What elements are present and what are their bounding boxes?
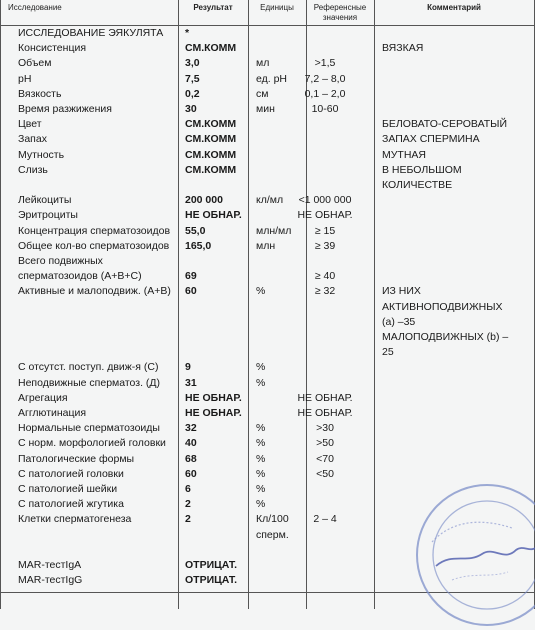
result-value: 7,5: [185, 72, 200, 85]
reference-value: >30: [316, 422, 334, 435]
test-name: Лейкоциты: [18, 194, 72, 207]
test-name: Консистенция: [18, 42, 87, 55]
comment-text: ЗАПАХ СПЕРМИНА: [382, 133, 480, 146]
result-value: 165,0: [185, 239, 212, 252]
reference-value: >1,5: [314, 57, 336, 70]
test-name: ИССЛЕДОВАНИЕ ЭЯКУЛЯТА: [18, 27, 164, 39]
header-result: Результат: [193, 3, 233, 12]
reference-value: <50: [316, 467, 334, 480]
table-row: [0, 452, 535, 467]
header-reference-line1: Референсные: [313, 3, 367, 12]
result-value: 0,2: [185, 87, 200, 100]
table-row: [0, 330, 535, 345]
table-row: [0, 72, 535, 87]
table-row: [0, 193, 535, 208]
unit-value: ед. pH: [256, 72, 287, 85]
header-reference: [306, 3, 374, 23]
reference-value: НЕ ОБНАР.: [297, 407, 353, 419]
result-value: НЕ ОБНАР.: [185, 209, 242, 222]
result-value: СМ.КОММ: [185, 118, 237, 131]
test-name: Общее кол-во сперматозоидов: [18, 239, 170, 252]
table-row: [0, 56, 535, 71]
unit-value: %: [256, 422, 266, 435]
table-row: [0, 269, 535, 284]
result-value: 30: [185, 103, 197, 115]
unit-value: %: [256, 452, 266, 465]
result-value: 200 000: [185, 194, 223, 207]
test-name: Агрегация: [18, 391, 68, 404]
table-row: [0, 41, 535, 56]
comment-text: ВЯЗКАЯ: [382, 42, 424, 55]
test-name: Неподвижные сперматоз. (Д): [18, 376, 161, 389]
table-row: [0, 87, 535, 102]
header-unit: Единицы: [260, 3, 294, 12]
table-row: [0, 345, 535, 360]
result-value: ОТРИЦАТ.: [185, 559, 238, 571]
unit-value: %: [256, 361, 266, 374]
table-row: [0, 406, 535, 421]
test-name: Запах: [18, 133, 47, 146]
reference-value: <1 000 000: [298, 194, 352, 207]
test-name: С патологией шейки: [18, 483, 118, 495]
test-name: Нормальные сперматозоиды: [18, 422, 160, 435]
table-row: [0, 208, 535, 223]
comment-text: В НЕБОЛЬШОМ: [382, 163, 462, 176]
result-value: ОТРИЦАТ.: [185, 574, 238, 587]
comment-text: МАЛОПОДВИЖНЫХ (b) –: [382, 331, 509, 343]
test-name: Время разжижения: [18, 103, 112, 115]
table-row: [0, 132, 535, 147]
table-row: [0, 117, 535, 132]
reference-value: <70: [316, 452, 334, 465]
reference-value: ≥ 39: [314, 239, 336, 252]
table-row: [0, 254, 535, 269]
test-name: сперматозоидов (A+B+C): [18, 270, 142, 283]
table-row: [0, 163, 535, 178]
unit-value: %: [256, 437, 266, 450]
test-name: Эритроциты: [18, 209, 78, 222]
comment-text: ИЗ НИХ: [382, 285, 421, 298]
reference-value: НЕ ОБНАР.: [297, 391, 353, 404]
result-value: НЕ ОБНАР.: [185, 407, 242, 419]
result-value: *: [185, 27, 190, 39]
result-value: СМ.КОММ: [185, 42, 237, 55]
test-name: Вязкость: [18, 87, 62, 100]
unit-value: млн: [256, 239, 276, 252]
unit-value: %: [256, 483, 266, 495]
reference-value: >50: [316, 437, 334, 450]
reference-value: 2 – 4: [313, 513, 337, 526]
table-row: [0, 26, 535, 41]
unit-value: сперм.: [256, 528, 289, 541]
table-row: [0, 300, 535, 315]
table-row: [0, 421, 535, 436]
comment-text: МУТНАЯ: [382, 148, 426, 161]
test-name: Объем: [18, 57, 52, 70]
header-test: Исследование: [8, 3, 62, 12]
reference-value: 10-60: [311, 103, 339, 115]
test-name: С патологией головки: [18, 467, 124, 480]
reference-value: 0,1 – 2,0: [304, 87, 346, 100]
test-name: MAR-тестIgG: [18, 574, 83, 587]
comment-text: БЕЛОВАТО-СЕРОВАТЫЙ: [382, 118, 508, 131]
reference-value: 7,2 – 8,0: [304, 72, 346, 85]
result-value: СМ.КОММ: [185, 148, 237, 161]
test-name: MAR-тестIgA: [18, 559, 82, 571]
test-name: С отсутст. поступ. движ-я (С): [18, 361, 159, 374]
unit-value: %: [256, 376, 266, 389]
unit-value: %: [256, 285, 266, 298]
test-name: pH: [18, 72, 32, 85]
test-name: Клетки сперматогенеза: [18, 513, 132, 526]
result-value: 60: [185, 467, 197, 480]
comment-text: АКТИВНОПОДВИЖНЫХ: [382, 300, 503, 313]
comment-text: КОЛИЧЕСТВЕ: [382, 179, 453, 191]
table-row: [0, 315, 535, 330]
table-row: [0, 224, 535, 239]
reference-value: ≥ 32: [314, 285, 336, 298]
table-row: [0, 239, 535, 254]
test-name: Активные и малоподвиж. (A+B): [18, 285, 171, 298]
unit-value: млн/мл: [256, 224, 292, 237]
comment-text: 25: [382, 346, 394, 359]
result-value: 2: [185, 513, 191, 526]
unit-value: мл: [256, 57, 270, 70]
table-row: [0, 376, 535, 391]
unit-value: см: [256, 87, 269, 100]
table-row: [0, 391, 535, 406]
test-name: Цвет: [18, 118, 42, 131]
reference-value: ≥ 40: [314, 270, 336, 283]
table-row: [0, 284, 535, 299]
reference-value: НЕ ОБНАР.: [297, 209, 353, 222]
result-value: 32: [185, 422, 197, 435]
result-value: 60: [185, 285, 197, 298]
result-value: 68: [185, 452, 197, 465]
table-row: [0, 102, 535, 117]
test-name: Всего подвижных: [18, 255, 103, 267]
header-reference-line2: значения: [322, 13, 358, 22]
comment-text: (a) –35: [382, 315, 416, 328]
table-row: [0, 148, 535, 163]
result-value: 31: [185, 376, 197, 389]
seal-stamp: [412, 480, 535, 630]
unit-value: мин: [256, 103, 275, 115]
result-value: 69: [185, 270, 197, 283]
test-name: С патологией жгутика: [18, 498, 124, 511]
test-name: С норм. морфологией головки: [18, 437, 166, 450]
unit-value: Кл/100: [256, 513, 289, 526]
table-row: [0, 360, 535, 375]
result-value: СМ.КОММ: [185, 133, 237, 146]
unit-value: %: [256, 467, 266, 480]
result-value: 55,0: [185, 224, 206, 237]
header-comment: Комментарий: [427, 3, 481, 12]
table-row: [0, 178, 535, 193]
result-value: СМ.КОММ: [185, 163, 237, 176]
test-name: Агглютинация: [18, 407, 87, 419]
test-name: Патологические формы: [18, 452, 135, 465]
unit-value: кл/мл: [256, 194, 284, 207]
result-value: 2: [185, 498, 191, 511]
unit-value: %: [256, 498, 266, 511]
result-value: 6: [185, 483, 191, 495]
result-value: НЕ ОБНАР.: [185, 391, 242, 404]
test-name: Слизь: [18, 163, 48, 176]
table-row: [0, 436, 535, 451]
result-value: 40: [185, 437, 197, 450]
result-value: 9: [185, 361, 191, 374]
test-name: Мутность: [18, 148, 65, 161]
result-value: 3,0: [185, 57, 200, 70]
test-name: Концентрация сперматозоидов: [18, 224, 171, 237]
reference-value: ≥ 15: [314, 224, 336, 237]
